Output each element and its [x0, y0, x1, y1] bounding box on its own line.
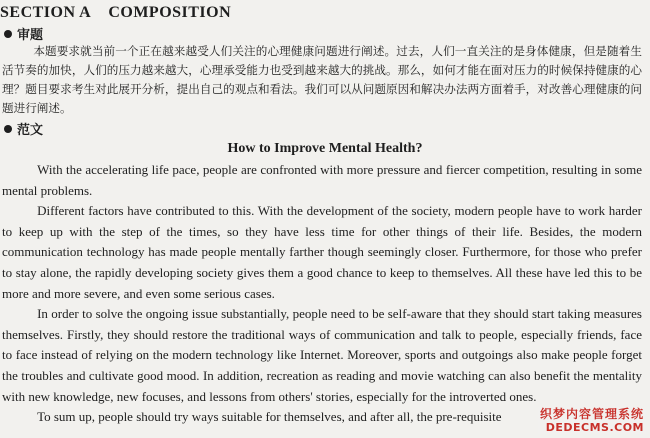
watermark-en-text: DEDECMS.COM [545, 421, 644, 434]
prompt-paragraph: 本题要求就当前一个正在越来越受人们关注的心理健康问题进行阐述。过去，人们一直关注的是身体健康，但是随着生活节奏的加快，人们的压力越来越大，心理承受能力也受到越来越大的挑战。那么，如何才能在面对压力的时候保持健康的心理？题目要求考生对此展开分析，提出自己的观点和看法。我们可以从问题原因和解决办法两方面着手，对改善心理健康的问题进行阐述。 [2, 44, 642, 115]
essay-paragraph: In order to solve the ongoing issue substantially, people need to be self-aware that they should start taking measures themselves. Firstly, they should restore the traditional ways of communication and talk to people, especially friends, face to face instead of relying on the modern technology like Internet. Moreover, sports and outgoings also make people forget the troubles and cultivate good mood. In addition, recreation as reading and movie watching can also benefit the mentality with new knowledge, new focuses, and lessons from others' stories, especially for the introverted ones. [2, 306, 642, 404]
sample-tag-label: 范文 [17, 123, 44, 138]
bullet-dot-icon [4, 30, 12, 38]
watermark-cn-text: 织梦内容管理系统 [539, 407, 644, 421]
essay-paragraph: With the accelerating life pace, people are confronted with more pressure and fiercer competition, resulting in some mental problems. [2, 162, 642, 198]
bullet-dot-icon [4, 125, 12, 133]
essay-paragraph: To sum up, people should try ways suitable for themselves, and after all, the pre-requisite [37, 409, 502, 425]
essay-body [2, 160, 642, 428]
section-heading: SECTION A COMPOSITION [0, 4, 232, 21]
requirement-tag-label: 审题 [17, 28, 44, 43]
essay-paragraph: Different factors have contributed to this. With the development of the society, modern people have to work harder to keep up with the step of the times, so they have less time for other things of their life. Besides, the modern communication technology has made people mentally farther though seemingly closer. Furthermore, for those who prefer to stay alone, the rapidly developing society gives them a good chance to keep to themselves. All these have led this to be more and more severe, and even some serious cases. [2, 203, 642, 301]
sample-tag [4, 119, 43, 138]
requirement-tag [4, 24, 43, 43]
essay-title: How to Improve Mental Health? [227, 141, 423, 156]
site-watermark [538, 407, 646, 434]
